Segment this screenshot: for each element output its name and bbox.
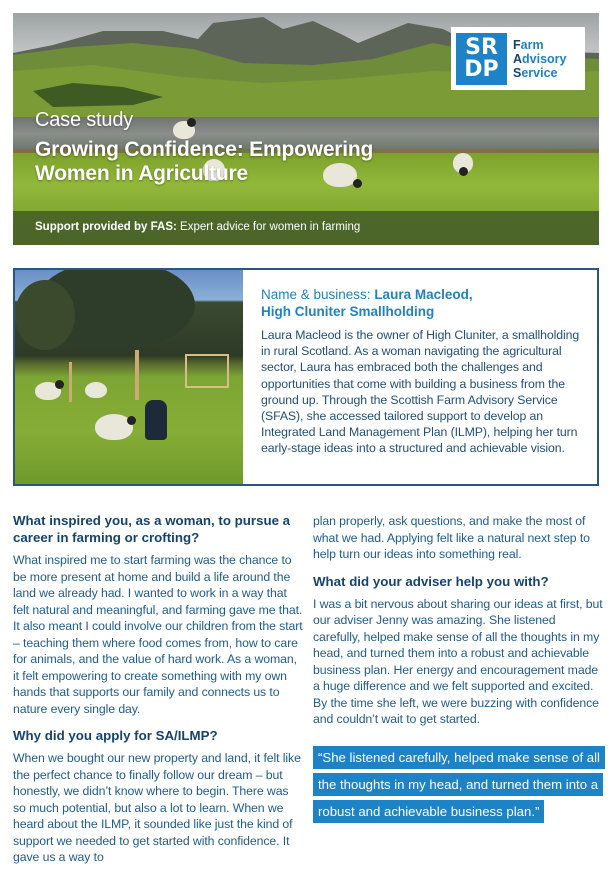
farm-advisory-service-logo (451, 27, 585, 90)
question-heading: What inspired you, as a woman, to pursue a career in farming or crofting? (13, 513, 291, 545)
farmer-person-image (145, 400, 167, 440)
hero-text (35, 109, 373, 186)
answer-text-continued: plan properly, ask questions, and make the most of what we had. Applying felt like a natural next step to help turn our ideas into something real. (313, 514, 590, 561)
sheep-icon (95, 414, 133, 440)
logo-wordmark: Farm Advisory Service (513, 37, 567, 80)
answer-text: When we bought our new property and land, it felt like the perfect chance to finally follow our dream – but honestly, we didn’t know where to begin. There was so much potential, but also a lot to learn. When we heard about the ILMP, it sounded like just the kind of support we needed to get started with confidence. It gave us a way to (13, 751, 301, 864)
sheep-icon (453, 153, 473, 173)
profile-content (261, 286, 591, 457)
sheep-icon (85, 382, 107, 398)
profile-box (13, 268, 599, 486)
gate-image (185, 354, 229, 388)
profile-heading: Name & business: Laura Macleod, High Cluniter Smallholding (261, 287, 473, 319)
fence-post (135, 350, 139, 400)
support-bar (13, 211, 599, 245)
right-column (313, 513, 603, 825)
pull-quote: “She listened carefully, helped make sense of all the thoughts in my head, and turned them into a robust and achievable business plan.” (313, 744, 603, 825)
profile-photo (15, 270, 243, 484)
tree-image (15, 280, 75, 350)
case-study-label: Case study (35, 109, 134, 131)
answer-text: I was a bit nervous about sharing our ideas at first, but our adviser Jenny was amazing. She listened carefully, helped make sense of all the thoughts in my head, and turned them into a robust and achievable business plan. Her energy and encouragement made a huge difference and we felt supported and excited. By the time she left, we were buzzing with confidence and couldn’t wait to get started. (313, 596, 603, 726)
profile-description: Laura Macleod is the owner of High Cluniter, a smallholding in rural Scotland. As a woman navigating the agricultural sector, Laura has embraced both the challenges and opportunities that come with building a business from the ground up. Through the Scottish Farm Advisory Service (SFAS), she accessed tailored support to develop an Integrated Land Management Plan (ILMP), helping her turn early-stage ideas into a structured and achievable vision. (261, 328, 580, 456)
left-column (13, 512, 303, 866)
support-text: Expert advice for women in farming (176, 221, 361, 233)
page-title: Growing Confidence: Empowering Women in Agriculture (35, 138, 374, 185)
support-label: Support provided by FAS: (35, 221, 177, 233)
question-heading: Why did you apply for SA/ILMP? (13, 728, 218, 743)
sheep-icon (35, 382, 61, 400)
fence-post (69, 362, 72, 402)
answer-text: What inspired me to start farming was the chance to be more present at home and build a life around the land we already had. I wanted to work in a way that felt natural and meaningful, and farming gave me that. It also meant I could involve our children from the start – teaching them where food comes from, how to care for animals, and the value of hard work. As a woman, it felt empowering to create something with my own hands that supports our family and connects us to nature every single day. (13, 553, 303, 716)
srdp-logo-mark: SR DP (456, 33, 507, 85)
question-heading: What did your adviser help you with? (313, 573, 549, 589)
